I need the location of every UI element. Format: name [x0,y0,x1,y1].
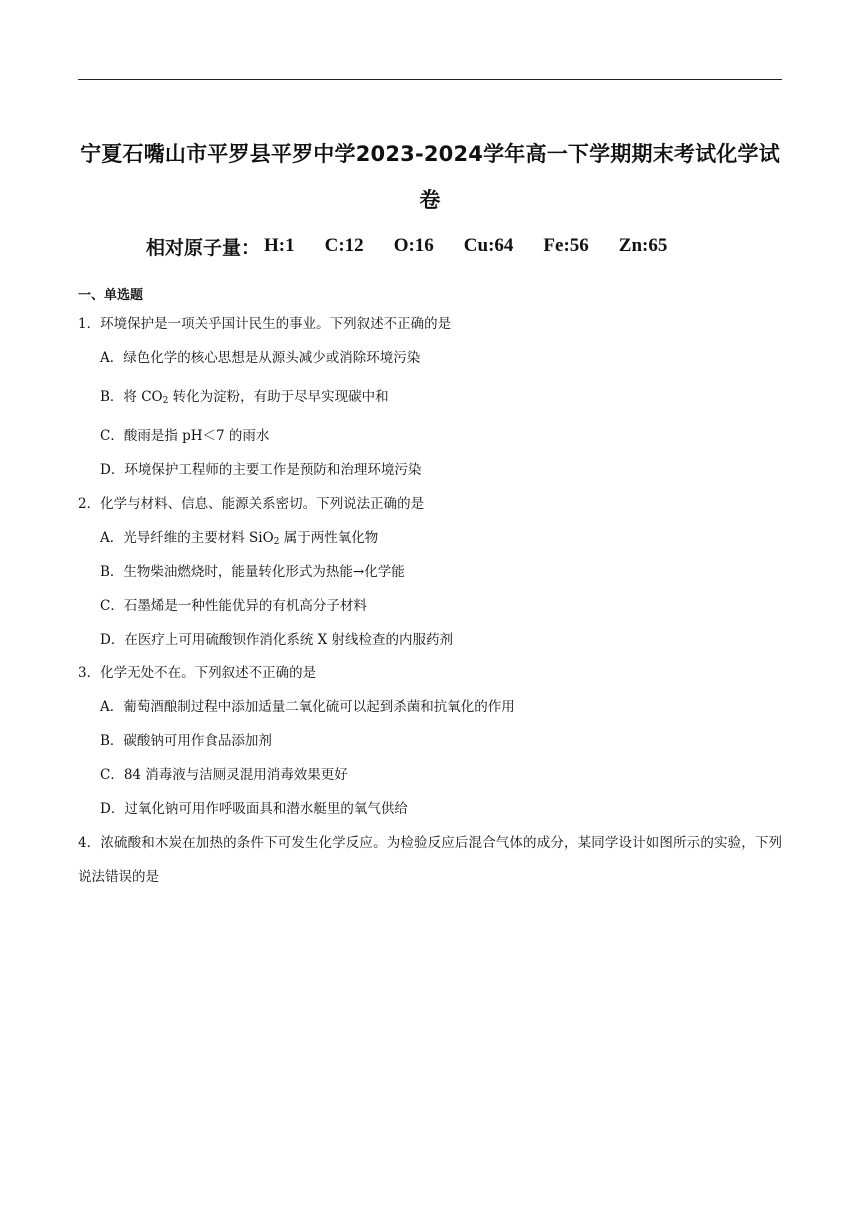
subscript: 2 [162,396,169,406]
question-1-option-a: A．绿色化学的核心思想是从源头减少或消除环境污染 [100,350,421,366]
question-3-option-c: C．84 消毒液与洁厕灵混用消毒效果更好 [100,767,348,783]
question-3-stem: 3．化学无处不在。下列叙述不正确的是 [78,665,317,681]
question-2-option-c: C．石墨烯是一种性能优异的有机高分子材料 [100,598,367,614]
option-text: 转化为淀粉，有助于尽早实现碳中和 [168,389,389,405]
question-3-option-d: D．过氧化钠可用作呼吸面具和潜水艇里的氧气供给 [100,801,408,817]
atomic-mass-item: H:1 [264,235,295,256]
document-title: 宁夏石嘴山市平罗县平罗中学2023-2024学年高一下学期期末考试化学试卷 [80,142,780,212]
question-1-option-c: C．酸雨是指 pH＜7 的雨水 [100,428,270,444]
atomic-mass-item: Cu:64 [463,235,514,256]
option-text: 属于两性氧化物 [279,530,379,546]
question-2-option-b: B．生物柴油燃烧时，能量转化形式为热能→化学能 [100,564,405,580]
question-1-option-d: D．环境保护工程师的主要工作是预防和治理环境污染 [100,462,422,478]
question-2-stem: 2．化学与材料、信息、能源关系密切。下列说法正确的是 [78,496,425,512]
question-2-option-a [100,528,378,548]
atomic-masses-label: 相对原子量： [146,236,261,259]
question-4-stem: 4．浓硫酸和木炭在加热的条件下可发生化学反应。为检验反应后混合气体的成分，某同学设计如图所示的实验，下列说法错误的是 [78,835,782,885]
question-1-stem: 1．环境保护是一项关乎国计民生的事业。下列叙述不正确的是 [78,316,452,332]
atomic-mass-item: O:16 [393,235,434,256]
atomic-mass-item: C:12 [324,235,364,256]
atomic-mass-item: Zn:65 [618,235,668,256]
atomic-masses [146,231,667,261]
subscript: 2 [273,537,280,547]
option-text: A．光导纤维的主要材料 SiO [100,530,274,546]
section-title: 一、单选题 [78,288,144,303]
question-3-option-b: B．碳酸钠可用作食品添加剂 [100,733,272,749]
header-rule [78,79,782,80]
option-text: B．将 CO [100,389,163,405]
question-3-option-a: A．葡萄酒酿制过程中添加适量二氧化硫可以起到杀菌和抗氧化的作用 [100,699,515,715]
atomic-mass-item: Fe:56 [543,235,589,256]
question-2-option-d: D．在医疗上可用硫酸钡作消化系统 X 射线检查的内服药剂 [100,632,454,648]
question-1-option-b [100,387,389,407]
